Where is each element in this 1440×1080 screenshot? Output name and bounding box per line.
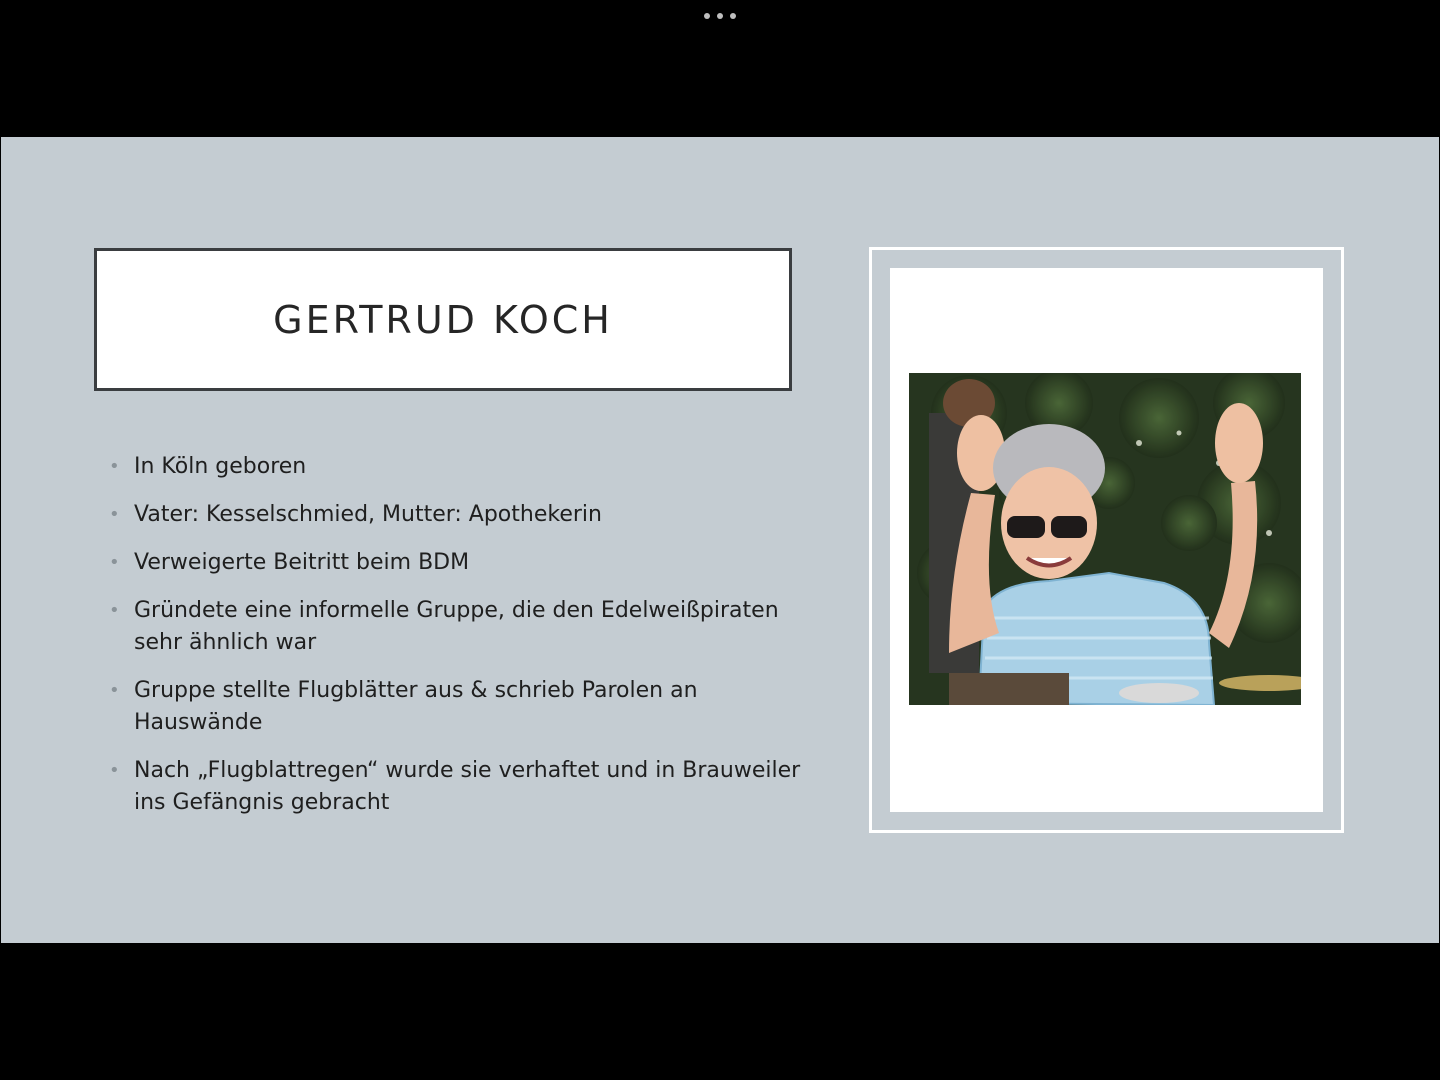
bullet-item	[109, 595, 809, 659]
bullet-text: Nach „Flugblattregen“ wurde sie verhaftet und in Brauweiler ins Gefängnis gebracht	[134, 758, 801, 815]
bullet-item	[109, 755, 809, 819]
more-options-icon[interactable]	[704, 10, 736, 22]
bullet-marker: •	[109, 600, 120, 621]
bullet-item	[109, 547, 809, 579]
bullet-marker: •	[109, 760, 120, 781]
bullet-marker: •	[109, 680, 120, 701]
dot	[730, 13, 736, 19]
bullet-item	[109, 675, 809, 739]
picture-frame	[869, 247, 1344, 833]
slide-title: GERTRUD KOCH	[273, 297, 613, 342]
bullet-list	[109, 451, 809, 835]
picture-frame-mat	[890, 268, 1323, 812]
bullet-item	[109, 499, 809, 531]
bullet-text: Gründete eine informelle Gruppe, die den Edelweißpiraten sehr ähnlich war	[134, 598, 779, 655]
slide-title-box	[94, 248, 792, 391]
bullet-marker: •	[109, 504, 120, 525]
bullet-text: Gruppe stellte Flugblätter aus & schrieb Parolen an Hauswände	[134, 678, 698, 735]
dot	[704, 13, 710, 19]
bullet-text: Verweigerte Beitritt beim BDM	[134, 550, 470, 575]
bullet-text: Vater: Kesselschmied, Mutter: Apothekerin	[134, 502, 602, 527]
slide-canvas	[1, 137, 1439, 943]
bullet-marker: •	[109, 552, 120, 573]
bullet-text: In Köln geboren	[134, 454, 307, 479]
photo-illustration	[909, 373, 1301, 705]
dot	[717, 13, 723, 19]
portrait-photo[interactable]	[909, 373, 1301, 705]
bullet-item	[109, 451, 809, 483]
bullet-marker: •	[109, 456, 120, 477]
